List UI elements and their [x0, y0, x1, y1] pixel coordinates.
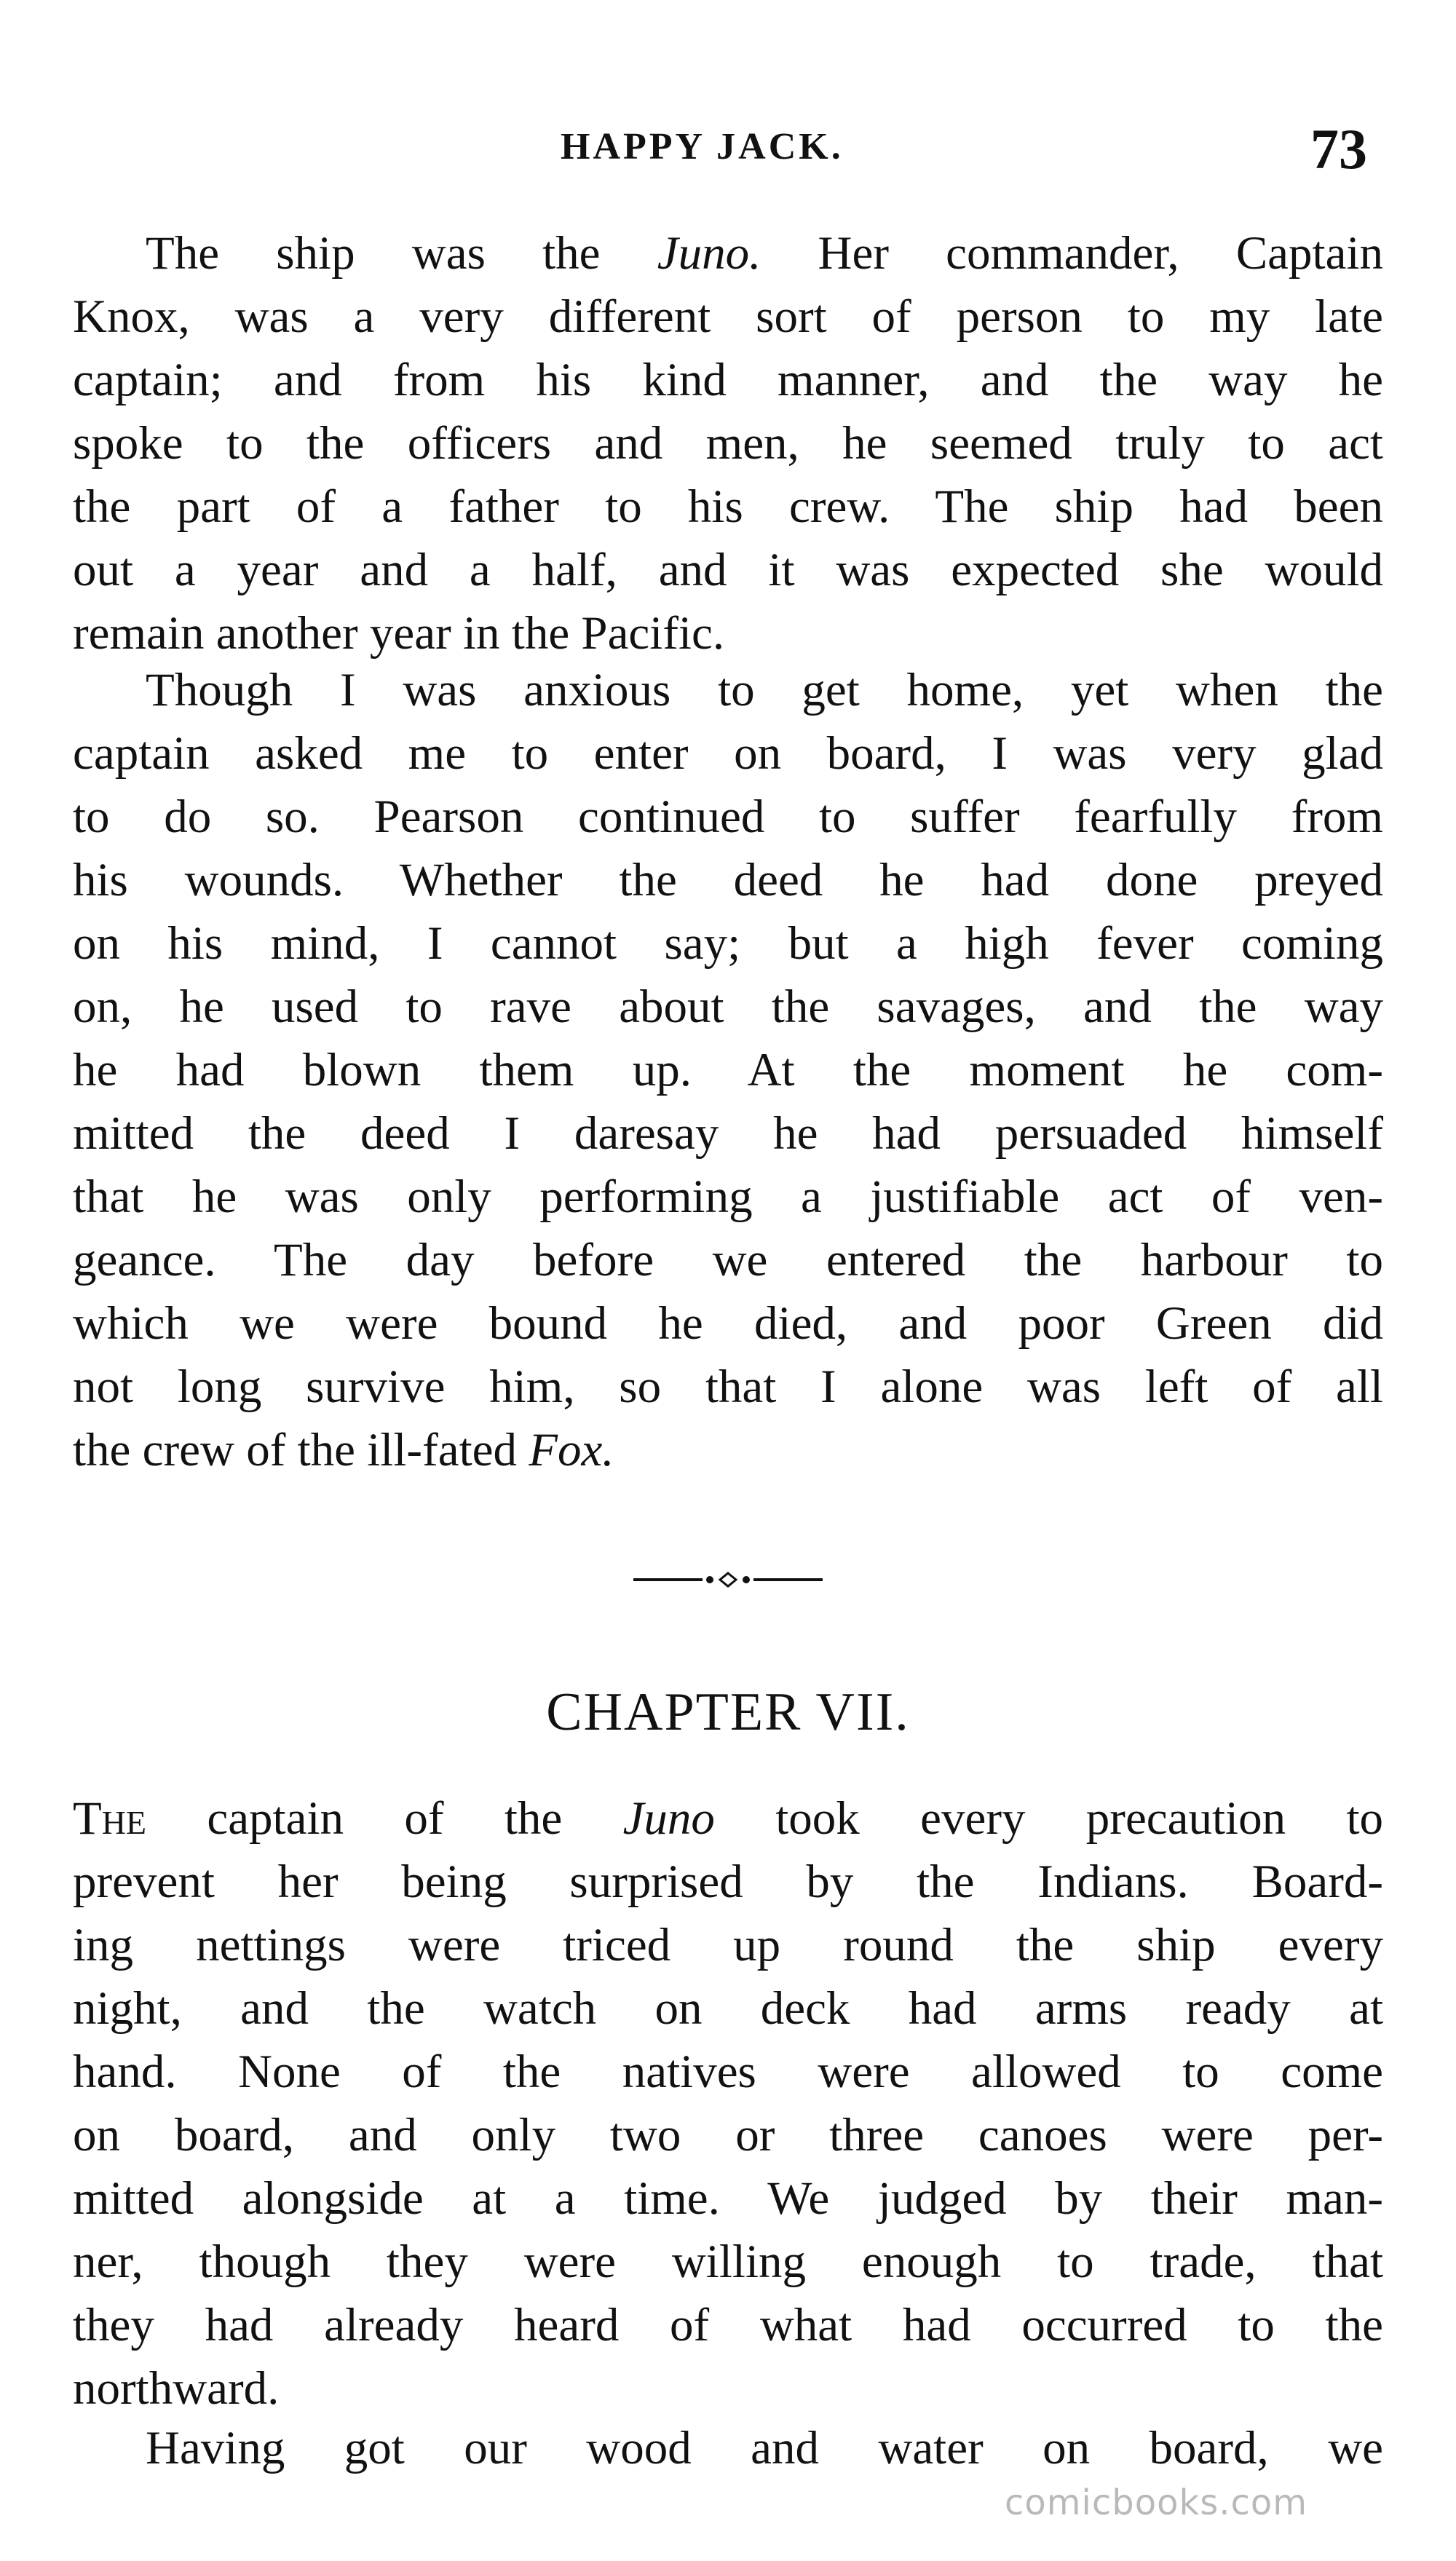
paragraph-line: which we were bound he died, and poor Green did	[73, 1297, 1383, 1350]
paragraph-line: he had blown them up. At the moment he com-	[73, 1044, 1383, 1096]
paragraph-line: Though I was anxious to get home, yet when the	[146, 664, 1383, 716]
paragraph-line	[73, 1787, 1383, 1851]
ship-name-juno: Juno	[622, 1792, 715, 1845]
paragraph-line: on his mind, I cannot say; but a high fever coming	[73, 917, 1383, 970]
paragraph-line: remain another year in the Pacific.	[73, 607, 725, 660]
paragraph-line: night, and the watch on deck had arms ready at	[73, 1982, 1383, 2035]
paragraph-line	[73, 1419, 1383, 1482]
paragraph-4	[73, 2417, 1383, 2480]
paragraph-line: ing nettings were triced up round the ship every	[73, 1919, 1383, 1971]
paragraph-line: they had already heard of what had occurred to the	[73, 2299, 1383, 2351]
paragraph-1	[73, 222, 1383, 665]
paragraph-line: Having got our wood and water on board, we	[146, 2422, 1383, 2474]
text-run: captain of the	[146, 1792, 623, 1845]
paragraph-line: the part of a father to his crew. The ship had been	[73, 480, 1383, 533]
paragraph-line: mitted the deed I daresay he had persuaded himself	[73, 1107, 1383, 1160]
paragraph-2	[73, 659, 1383, 1482]
ornament-dot-right	[743, 1576, 750, 1583]
paragraph-line: captain; and from his kind manner, and the way he	[73, 354, 1383, 406]
chapter-opening-word: The	[73, 1792, 147, 1845]
paragraph-line: northward.	[73, 2362, 280, 2415]
paragraph-3	[73, 1787, 1383, 2421]
section-divider-ornament	[633, 1565, 823, 1594]
paragraph-line: geance. The day before we entered the harbour to	[73, 1234, 1383, 1286]
ornament-dot-left	[706, 1576, 713, 1583]
paragraph-line: not long survive him, so that I alone was left of all	[73, 1361, 1383, 1413]
paragraph-line: captain asked me to enter on board, I was very glad	[73, 727, 1383, 780]
paragraph-line	[73, 222, 1383, 285]
paragraph-line: ner, though they were willing enough to trade, that	[73, 2236, 1383, 2288]
running-title: HAPPY JACK.	[561, 126, 844, 167]
text-run: took every precaution to	[714, 1792, 1383, 1845]
paragraph-line: hand. None of the natives were allowed to come	[73, 2046, 1383, 2098]
paragraph-line: out a year and a half, and it was expected she would	[73, 544, 1383, 596]
paragraph-line: on, he used to rave about the savages, and the way	[73, 981, 1383, 1033]
paragraph-line: spoke to the officers and men, he seemed truly to act	[73, 417, 1383, 470]
paragraph-line: prevent her being surprised by the Indians. Board-	[73, 1856, 1383, 1908]
ship-name-fox: Fox.	[529, 1424, 614, 1476]
paragraph-line: on board, and only two or three canoes were per-	[73, 2109, 1383, 2161]
ship-name-juno: Juno.	[657, 227, 761, 280]
chapter-heading: CHAPTER VII.	[546, 1682, 910, 1742]
paragraph-line: mitted alongside at a time. We judged by their man-	[73, 2172, 1383, 2225]
watermark: comicbooks.com	[1005, 2482, 1308, 2523]
running-header	[0, 116, 1456, 182]
paragraph-line: Knox, was a very different sort of person to my late	[73, 290, 1383, 343]
text-run: Her commander, Captain	[761, 227, 1384, 280]
page-number: 73	[1310, 117, 1367, 181]
ornament-diamond	[720, 1573, 736, 1586]
paragraph-line: that he was only performing a justifiable act of ven-	[73, 1171, 1383, 1223]
text-run: the crew of the ill-fated	[73, 1424, 529, 1476]
paragraph-line: his wounds. Whether the deed he had done preyed	[73, 854, 1383, 906]
paragraph-line: to do so. Pearson continued to suffer fearfully from	[73, 791, 1383, 843]
text-run: The ship was the	[146, 227, 657, 280]
